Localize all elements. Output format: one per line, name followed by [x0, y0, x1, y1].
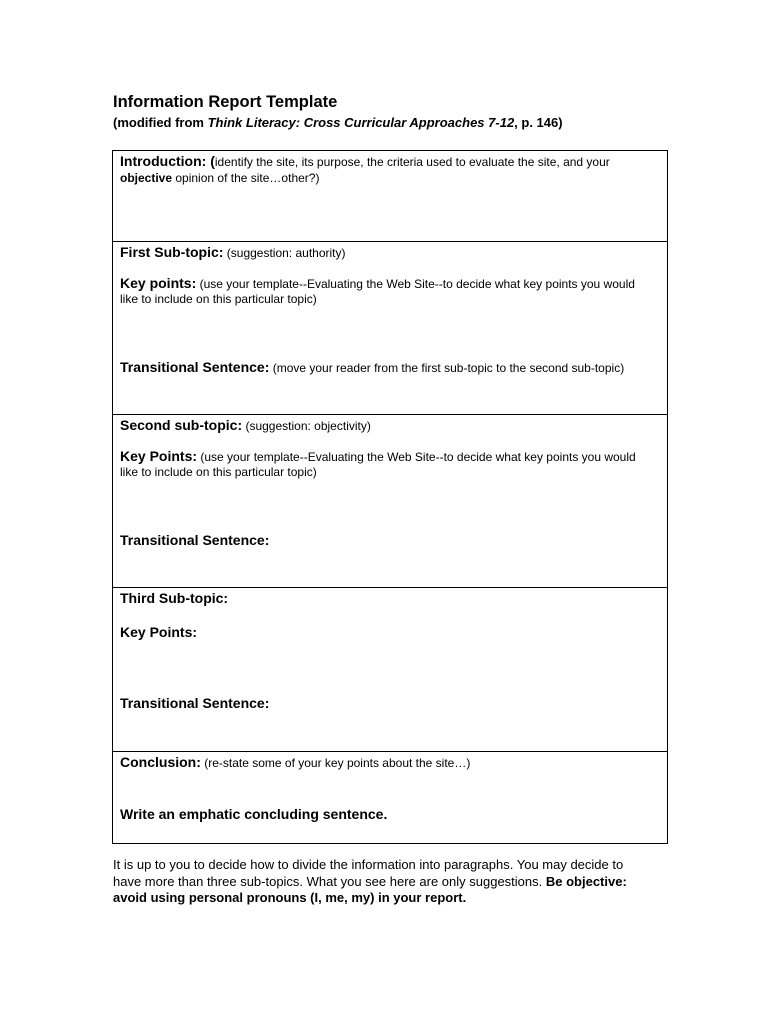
conclusion-line [120, 754, 659, 771]
page-subtitle [113, 115, 563, 130]
first-transition-label: Transitional Sentence: [120, 359, 270, 375]
second-transition-label: Transitional Sentence: [120, 532, 270, 548]
first-keypoints-line-2 [120, 291, 659, 307]
second-keypoints-hint-2: like to include on this particular topic) [120, 465, 317, 479]
footer-note [113, 857, 633, 907]
second-subtopic-hint: (suggestion: objectivity) [242, 419, 371, 433]
objective-word: objective [120, 171, 173, 185]
second-keypoints-label: Key Points: [120, 448, 198, 464]
third-subtopic-line [120, 590, 659, 607]
introduction-hint: identify the site, its purpose, the criteria used to evaluate the site, and your [214, 155, 610, 169]
first-keypoints-hint-2: like to include on this particular topic) [120, 292, 317, 306]
second-keypoints-line [120, 448, 659, 465]
subtitle-prefix: (modified from [113, 115, 208, 130]
introduction-label: Introduction: ( [120, 153, 215, 169]
introduction-line [120, 153, 659, 170]
first-keypoints-label: Key points: [120, 275, 197, 291]
second-subtopic-label: Second sub-topic: [120, 417, 243, 433]
first-subtopic-label: First Sub-topic: [120, 244, 224, 260]
footer-text: It is up to you to decide how to divide the information into paragraphs. You may decide to have more than three sub-topics. What you see here are only suggestions. [113, 857, 624, 889]
conclusion-emphatic: Write an emphatic concluding sentence. [120, 806, 388, 822]
footer-bold: Be objective: avoid using personal pronouns (I, me, my) in your report. [113, 873, 627, 905]
conclusion-label: Conclusion: [120, 754, 201, 770]
second-subtopic-line [120, 417, 659, 434]
second-transition-line [120, 532, 659, 549]
introduction-section [112, 150, 668, 242]
first-subtopic-line [120, 244, 659, 261]
book-title: Think Literacy: Cross Curricular Approaches 7-12 [207, 115, 515, 130]
third-keypoints-line [120, 624, 659, 641]
conclusion-emphatic-line [120, 806, 659, 823]
conclusion-hint: (re-state some of your key points about the site…) [200, 756, 471, 770]
introduction-hint-2: opinion of the site…other?) [172, 171, 320, 185]
third-transition-label: Transitional Sentence: [120, 695, 270, 711]
first-keypoints-line [120, 275, 659, 292]
third-subtopic-label: Third Sub-topic: [120, 590, 229, 606]
second-subtopic-section [112, 414, 668, 588]
subtitle-suffix: , p. 146) [514, 115, 563, 130]
conclusion-section [112, 751, 668, 844]
introduction-line-2 [120, 170, 659, 186]
third-subtopic-section [112, 587, 668, 752]
second-keypoints-hint: (use your template--Evaluating the Web Site--to decide what key points you would [197, 450, 636, 464]
page-title: Information Report Template [113, 93, 338, 111]
third-keypoints-label: Key Points: [120, 624, 198, 640]
first-transition-hint: (move your reader from the first sub-topic to the second sub-topic) [269, 361, 625, 375]
first-subtopic-hint: (suggestion: authority) [223, 246, 346, 260]
first-keypoints-hint: (use your template--Evaluating the Web Site--to decide what key points you would [196, 277, 635, 291]
second-keypoints-line-2 [120, 464, 659, 480]
first-subtopic-section [112, 241, 668, 415]
first-transition-line [120, 359, 659, 376]
third-transition-line [120, 695, 659, 712]
